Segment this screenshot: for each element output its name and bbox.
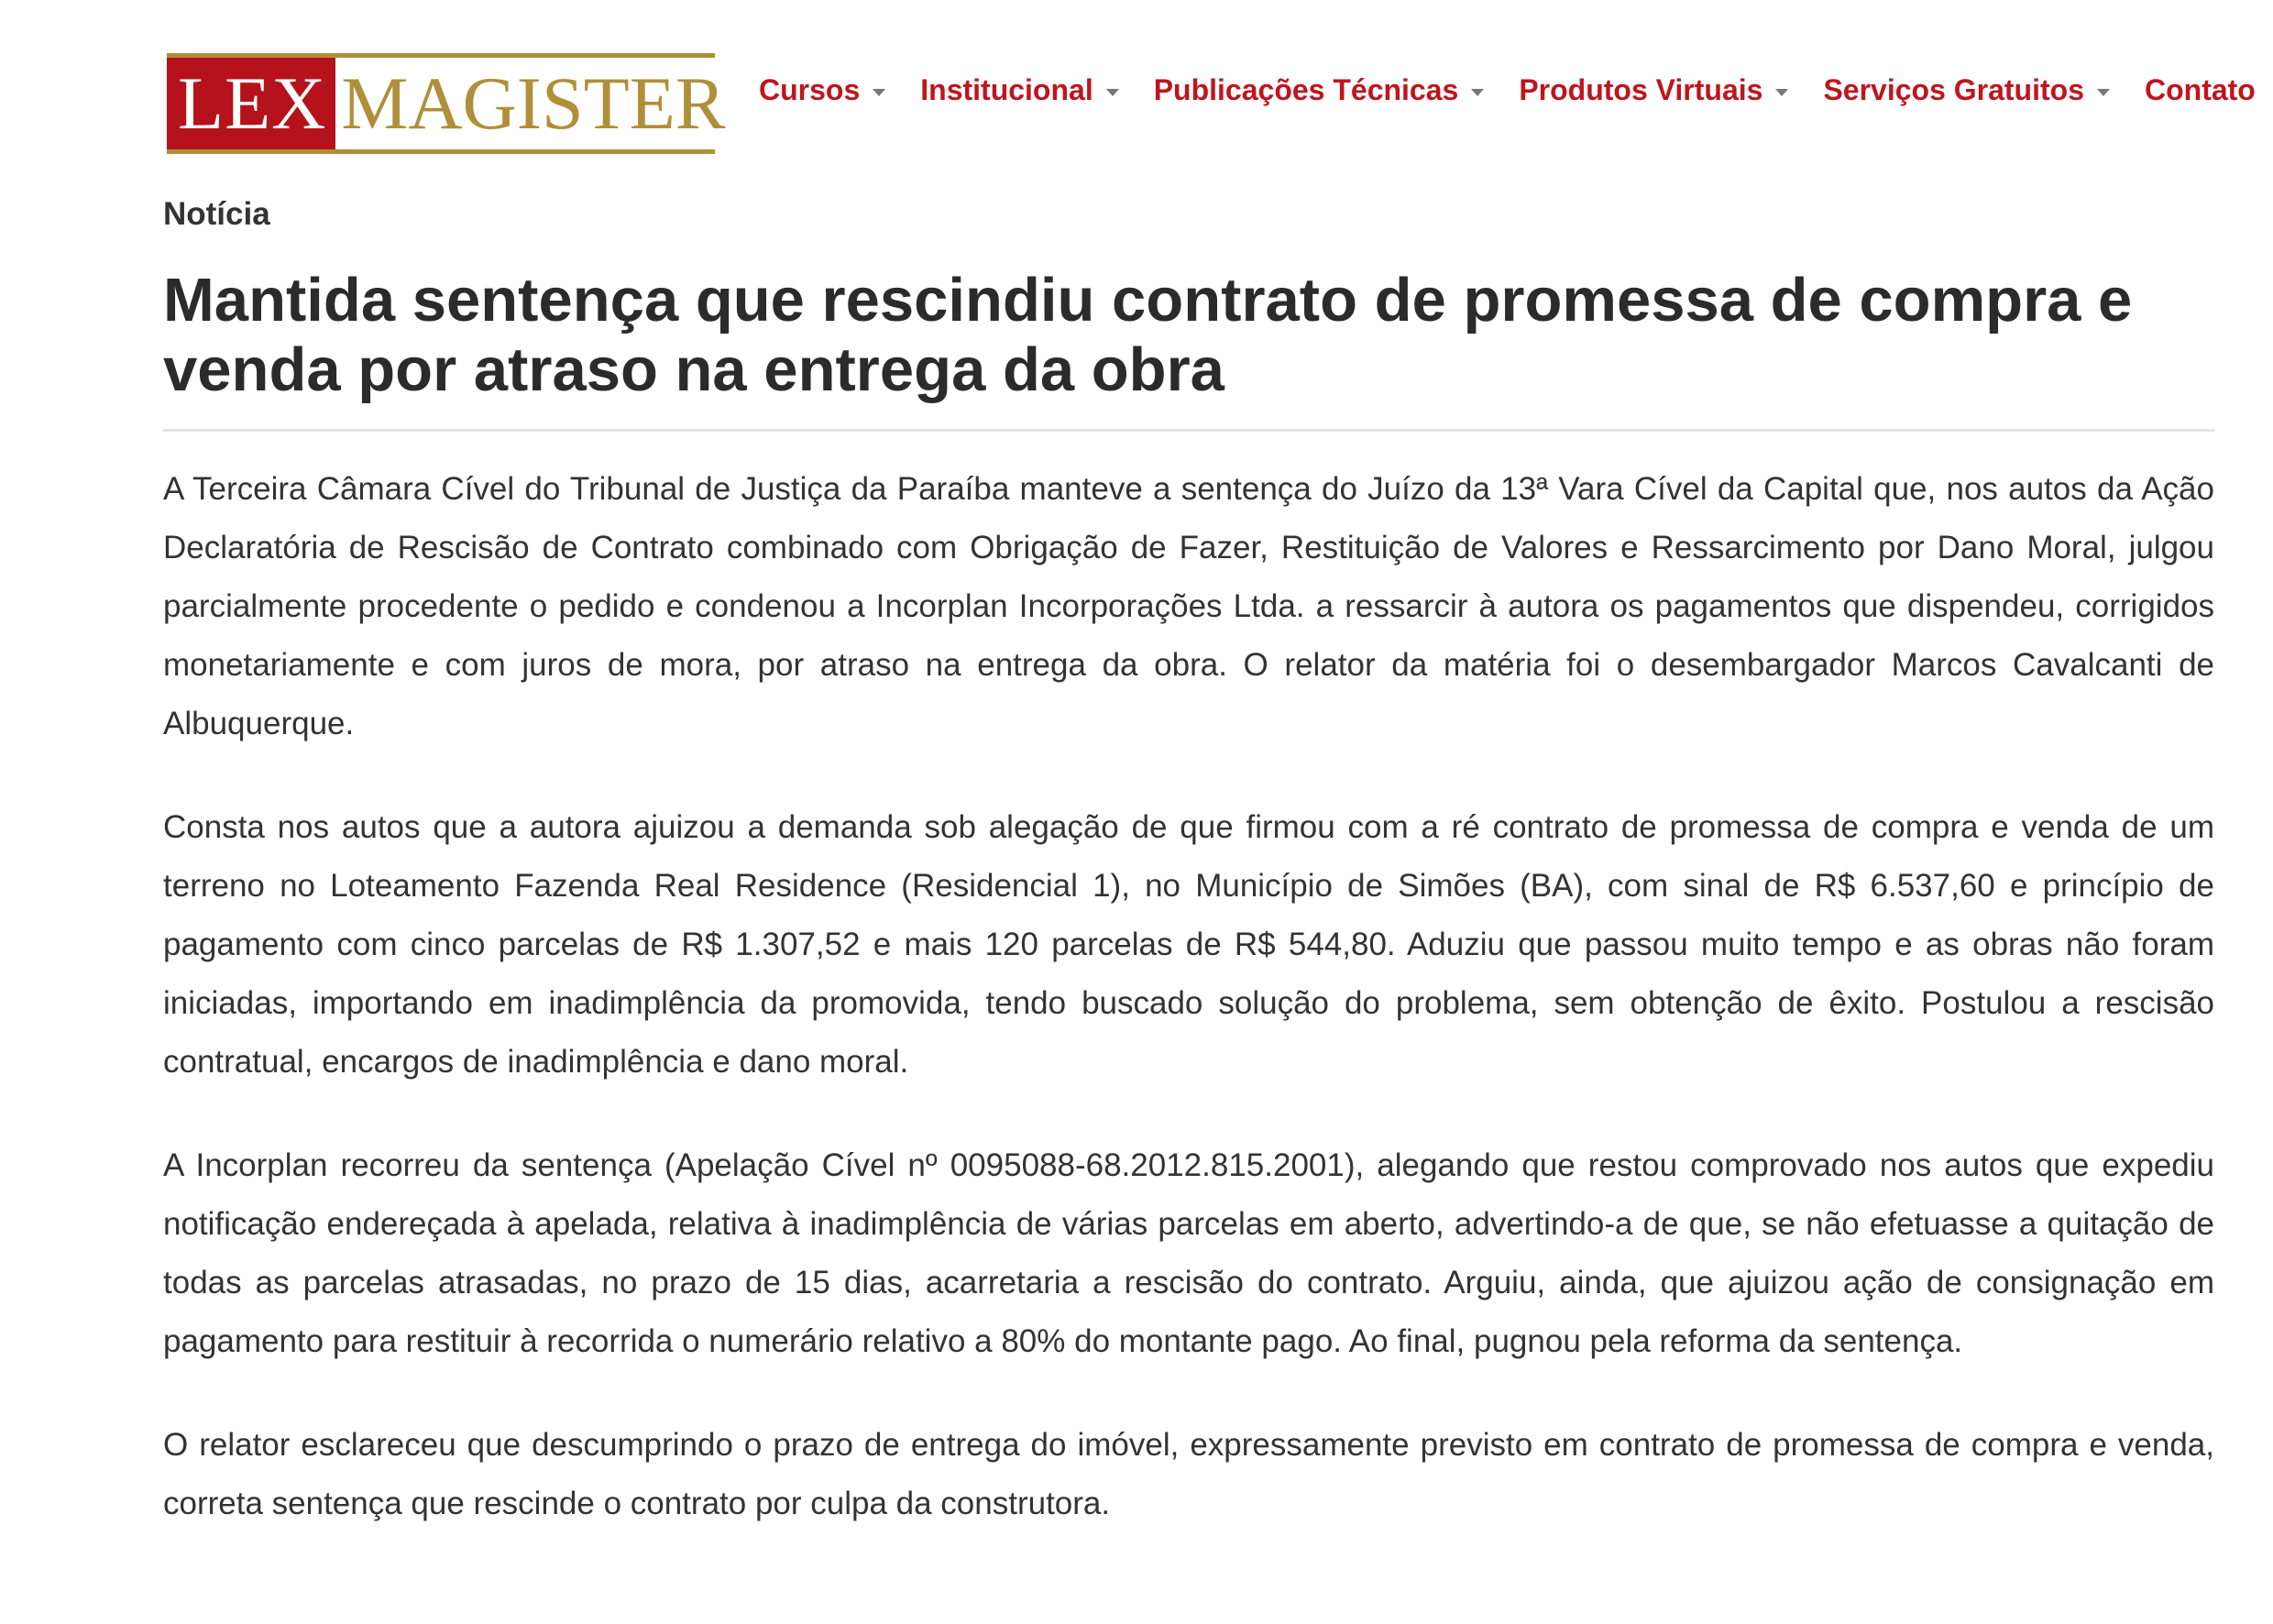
nav-item-label: Cursos [759,73,861,106]
article-paragraph: O relator esclareceu que descumprindo o prazo de entrega do imóvel, expressamente previsto em contrato de promessa de compra e venda, correta sentença que rescinde o contrato por culpa da construtora. [163,1427,2214,1521]
caret-down-icon [1471,89,1484,96]
article-paragraph: A Incorplan recorreu da sentença (Apelação Cível nº 0095088-68.2012.815.2001), alegando que restou comprovado nos autos que expediu notificação endereçada à apelada, relativa à inadimplência de várias parcelas em aberto, advertindo-a de que, se não efetuasse a quitação de todas as parcelas atrasadas, no prazo de 15 dias, acarretaria a rescisão do contrato. Arguiu, ainda, que ajuizou ação de consignação em pagamento para restituir à recorrida o numerário relativo a 80% do montante pago. Ao final, pugnou pela reforma da sentença. [163,1147,2214,1359]
article-paragraph: Consta nos autos que a autora ajuizou a demanda sob alegação de que firmou com a ré contrato de promessa de compra e venda de um terreno no Loteamento Fazenda Real Residence (Residencial 1), no Município de Simões (BA), com sinal de R$ 6.537,60 e princípio de pagamento com cinco parcelas de R$ 1.307,52 e mais 120 parcelas de R$ 544,80. Aduziu que passou muito tempo e as obras não foram iniciadas, importando em inadimplência da promovida, tendo buscado solução do problema, sem obtenção de êxito. Postulou a rescisão contratual, encargos de inadimplência e dano moral. [163,809,2214,1080]
caret-down-icon [873,89,885,96]
caret-down-icon [1106,89,1119,96]
logo-lex-text: LEX [167,58,335,149]
nav-item-publicacoes-tecnicas[interactable] [1154,73,1485,107]
nav-item-label: Produtos Virtuais [1519,73,1763,106]
nav-item-produtos-virtuais[interactable] [1519,73,1788,107]
caret-down-icon [1775,89,1788,96]
article-title: Mantida sentença que rescindiu contrato de promessa de compra e venda por atraso na entrega da obra [163,266,2133,404]
caret-down-icon [2097,89,2110,96]
nav-item-cursos[interactable] [759,73,885,107]
nav-item-label: Contato [2144,73,2256,106]
nav-item-label: Publicações Técnicas [1153,73,1459,106]
logo-magister-text: MAGISTER [341,61,726,145]
nav-item-label: Serviços Gratuitos [1823,73,2084,106]
article-paragraph: A Terceira Câmara Cível do Tribunal de Justiça da Paraíba manteve a sentença do Juízo da 13ª Vara Cível da Capital que, nos autos da Ação Declaratória de Rescisão de Contrato combinado com Obrigação de Fazer, Restituição de Valores e Ressarcimento por Dano Moral, julgou parcialmente procedente o pedido e condenou a Incorplan Incorporações Ltda. a ressarcir à autora os pagamentos que dispendeu, corrigidos monetariamente e com juros de mora, por atraso na entrega da obra. O relator da matéria foi o desembargador Marcos Cavalcanti de Albuquerque. [163,471,2214,741]
section-label: Notícia [163,196,270,232]
nav-item-contato[interactable] [2145,73,2256,107]
main-nav [759,73,2256,107]
lex-magister-logo[interactable] [167,53,726,154]
nav-item-servicos-gratuitos[interactable] [1823,73,2110,107]
nav-item-label: Institucional [920,73,1093,106]
nav-item-institucional[interactable] [920,73,1118,107]
article-body [163,460,2214,1578]
title-divider [163,429,2214,432]
